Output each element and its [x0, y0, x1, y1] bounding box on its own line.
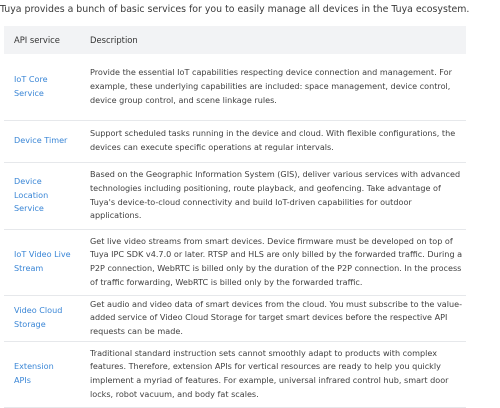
table-row	[4, 295, 466, 341]
api-services-table	[4, 26, 466, 408]
service-cell	[4, 120, 77, 162]
table-row	[4, 120, 466, 162]
table-row	[4, 229, 466, 295]
service-link-device-timer[interactable]: Device Timer	[14, 135, 68, 146]
service-link-video-cloud-storage[interactable]: Video Cloud Storage	[14, 305, 63, 329]
table-row	[4, 162, 466, 229]
description-cell: Provide the essential IoT capabilities respecting device connection and management. For example, these underlying capabilities are included: space management, device control, device group control, and scene linkage rules.	[77, 54, 466, 120]
description-cell: Support scheduled tasks running in the device and cloud. With flexible configurations, the devices can execute specific operations at regular intervals.	[77, 120, 466, 162]
service-cell	[4, 162, 77, 229]
service-cell	[4, 229, 77, 295]
description-cell: Traditional standard instruction sets cannot smoothly adapt to products with complex features. Therefore, extension APIs for vertical resources are ready to help you quickly implement a myriad of features. For example, universal infrared control hub, smart door locks, robot vacuum, and body fat scales.	[77, 341, 466, 407]
table-header-row	[4, 26, 466, 54]
column-header-api-service: API service	[14, 35, 60, 45]
service-cell	[4, 54, 77, 120]
service-link-device-location-service[interactable]: Device Location Service	[14, 176, 49, 214]
service-link-iot-core-service[interactable]: IoT Core Service	[14, 74, 48, 98]
intro-text: Tuya provides a bunch of basic services for you to easily manage all devices in the Tuya ecosystem.	[0, 4, 470, 15]
table-row	[4, 54, 466, 120]
description-cell: Based on the Geographic Information System (GIS), deliver various services with advanced technologies including positioning, route playback, and geofencing. Take advantage of Tuya's device-to-cloud connectivity and build IoT-driven capabilities for outdoor applications.	[77, 162, 466, 229]
service-link-extension-apis[interactable]: Extension APIs	[14, 361, 54, 385]
table-row	[4, 341, 466, 407]
column-header-description: Description	[90, 35, 138, 45]
service-cell	[4, 295, 77, 341]
description-cell: Get audio and video data of smart devices from the cloud. You must subscribe to the value-added service of Video Cloud Storage for target smart devices before the respective API requests can be made.	[77, 295, 466, 341]
service-cell	[4, 341, 77, 407]
service-link-iot-video-live-stream[interactable]: IoT Video Live Stream	[14, 249, 71, 273]
description-cell: Get live video streams from smart devices. Device firmware must be developed on top of Tuya IPC SDK v4.7.0 or later. RTSP and HLS are only billed by the forwarded traffic. During a P2P connection, WebRTC is billed only by the duration of the P2P connection. In the process of traffic forwarding, WebRTC is billed only by the forwarded traffic.	[77, 229, 466, 295]
